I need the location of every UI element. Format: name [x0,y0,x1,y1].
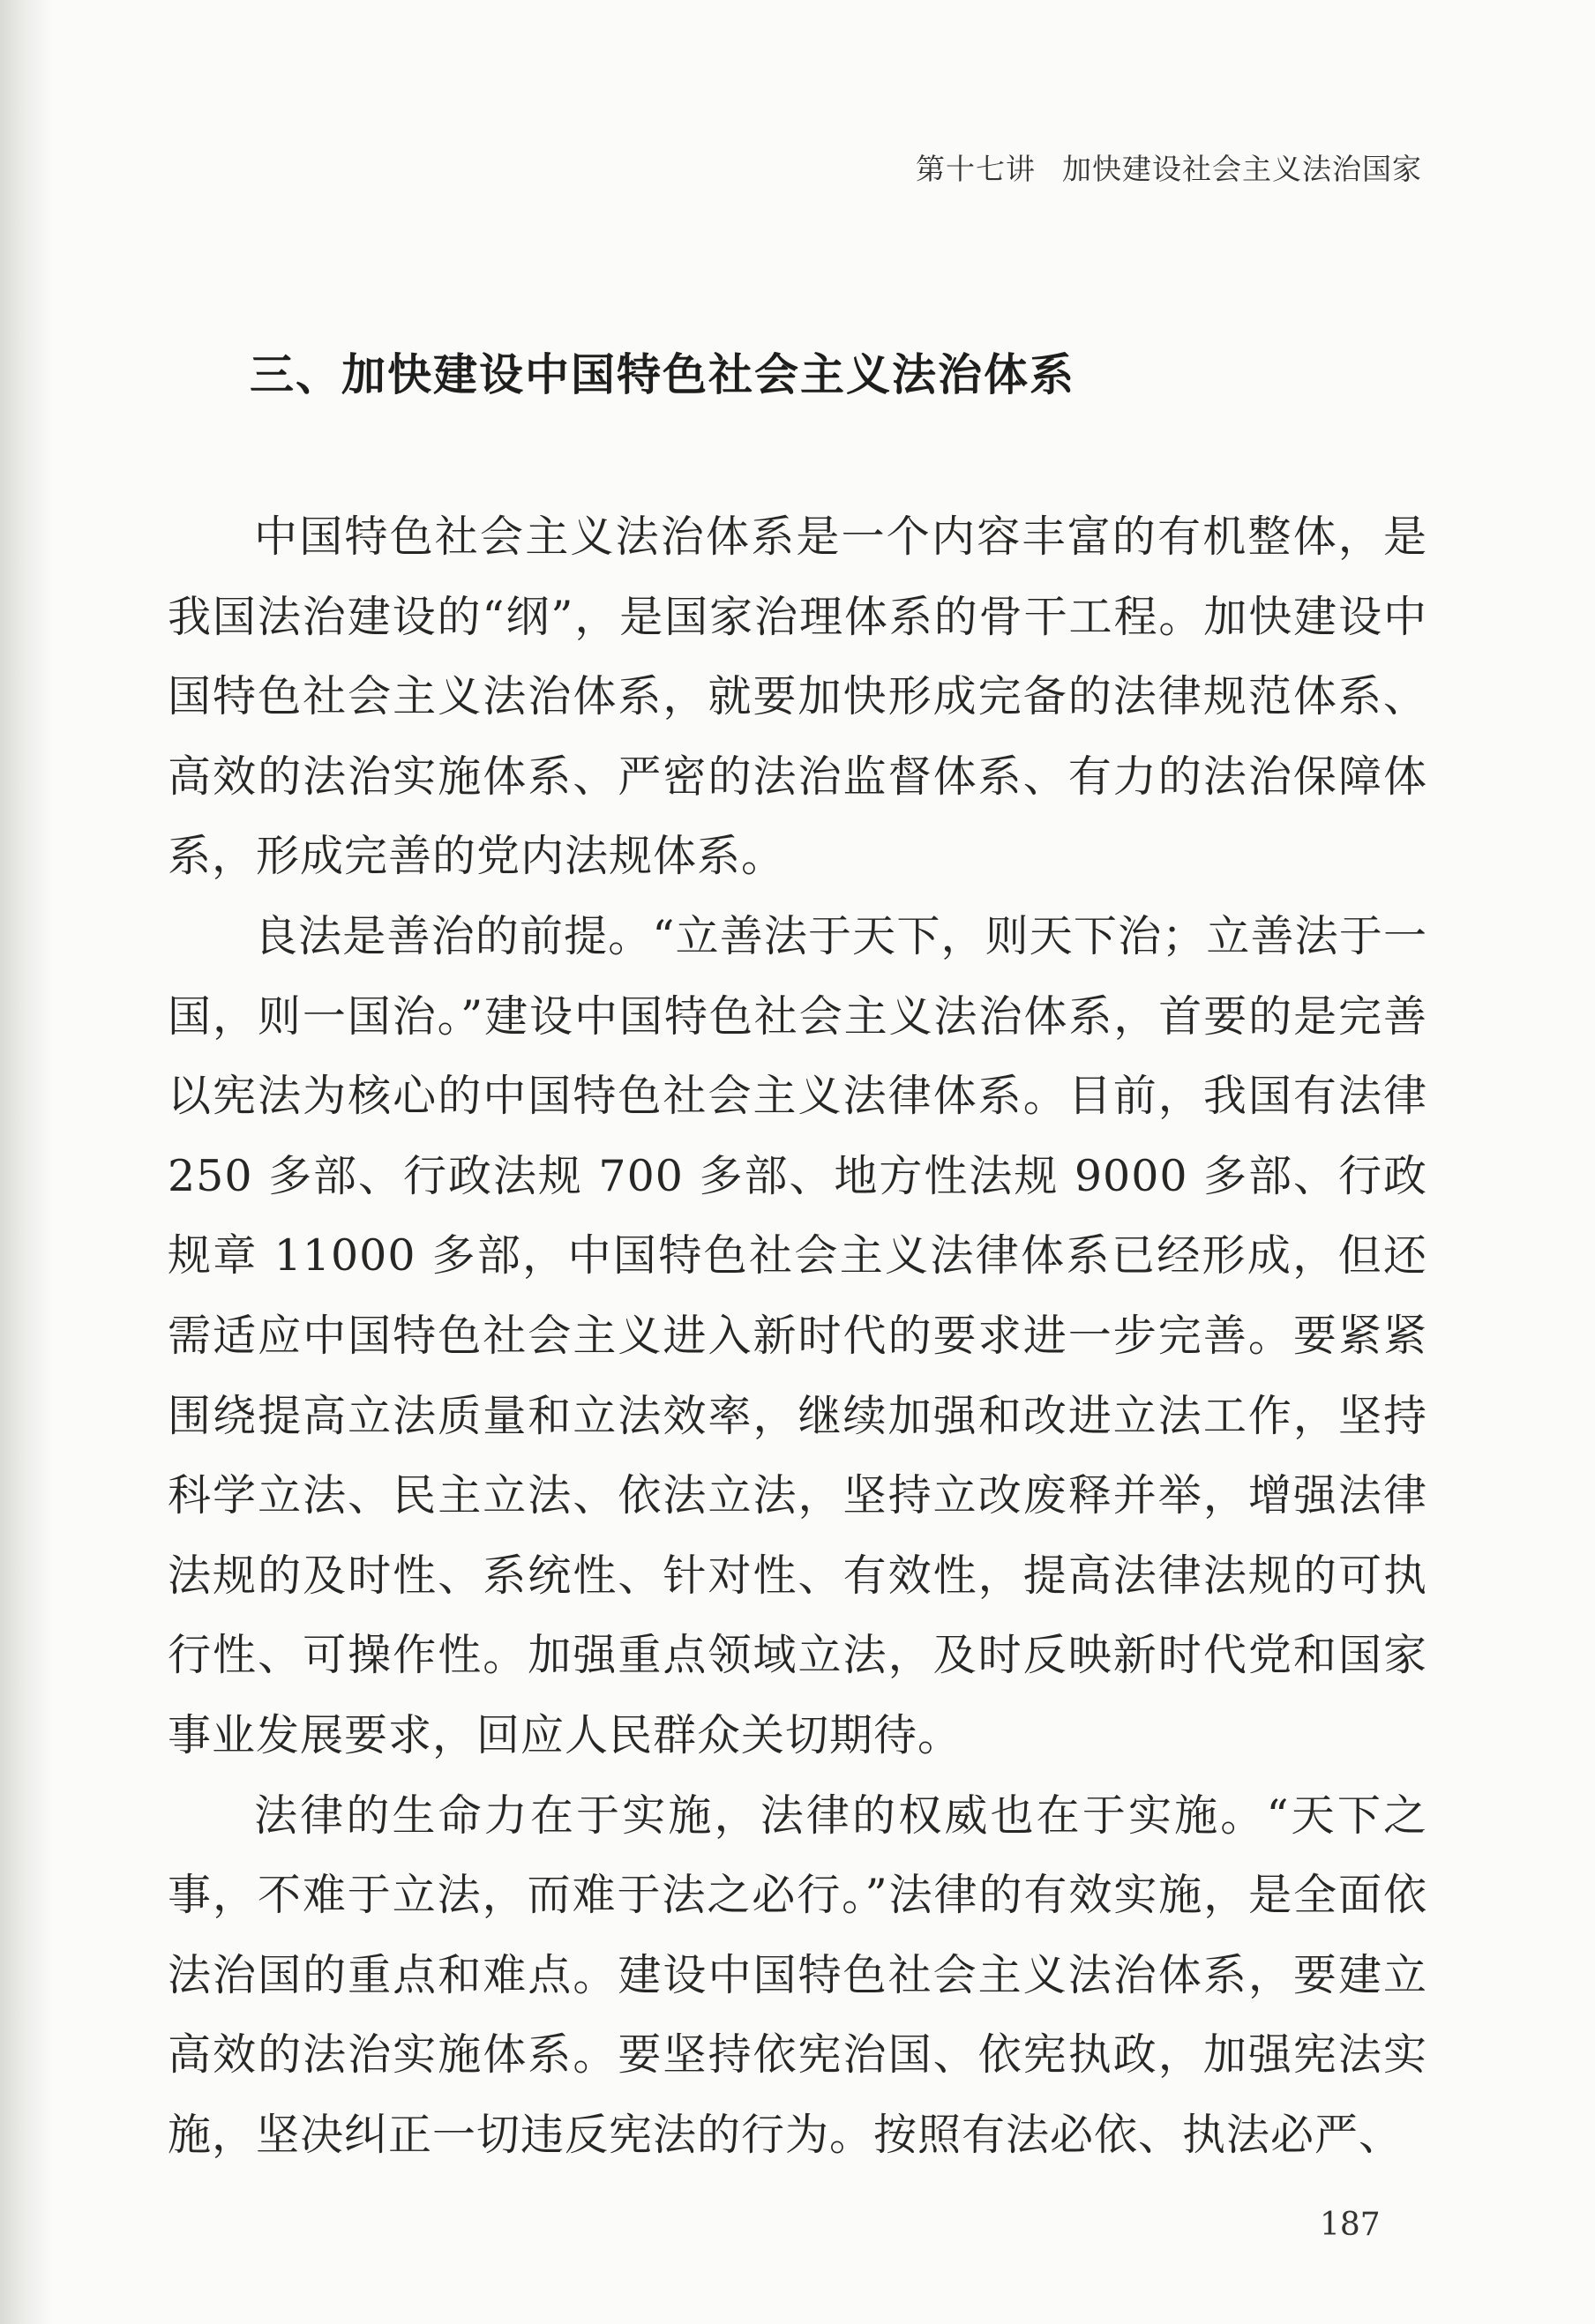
body-text [168,497,1427,2175]
paragraph-2: 良法是善治的前提。“立善法于天下，则天下治；立善法于一国，则一国治。”建设中国特色社会主义法治体系，首要的是完善以宪法为核心的中国特色社会主义法律体系。目前，我国有法律 250 多部、行政法规 700 多部、地方性法规 9000 多部、行政规章 11000 多部，中国特色社会主义法律体系已经形成，但还需适应中国特色社会主义进入新时代的要求进一步完善。要紧紧围绕提高立法质量和立法效率，继续加强和改进立法工作，坚持科学立法、民主立法、依法立法，坚持立改废释并举，增强法律法规的及时性、系统性、针对性、有效性，提高法律法规的可执行性、可操作性。加强重点领域立法，及时反映新时代党和国家事业发展要求，回应人民群众关切期待。 [168,910,1427,1760]
chapter-label: 第十七讲 [916,152,1036,186]
running-header [916,146,1422,188]
paragraph-3: 法律的生命力在于实施，法律的权威也在于实施。“天下之事，不难于立法，而难于法之必行。”法律的有效实施，是全面依法治国的重点和难点。建设中国特色社会主义法治体系，要建立高效的法治实施体系。要坚持依宪治国、依宪执政，加强宪法实施，坚决纠正一切违反宪法的行为。按照有法必依、执法必严、 [168,1790,1427,2160]
paragraph-1: 中国特色社会主义法治体系是一个内容丰富的有机整体，是我国法治建设的“纲”，是国家治理体系的骨干工程。加快建设中国特色社会主义法治体系，就要加快形成完备的法律规范体系、高效的法治实施体系、严密的法治监督体系、有力的法治保障体系，形成完善的党内法规体系。 [168,512,1427,882]
spine-shadow [0,0,53,2324]
section-title: 三、加快建设中国特色社会主义法治体系 [250,349,1075,400]
page-number: 187 [1320,2207,1381,2243]
chapter-title: 加快建设社会主义法治国家 [1062,152,1422,186]
